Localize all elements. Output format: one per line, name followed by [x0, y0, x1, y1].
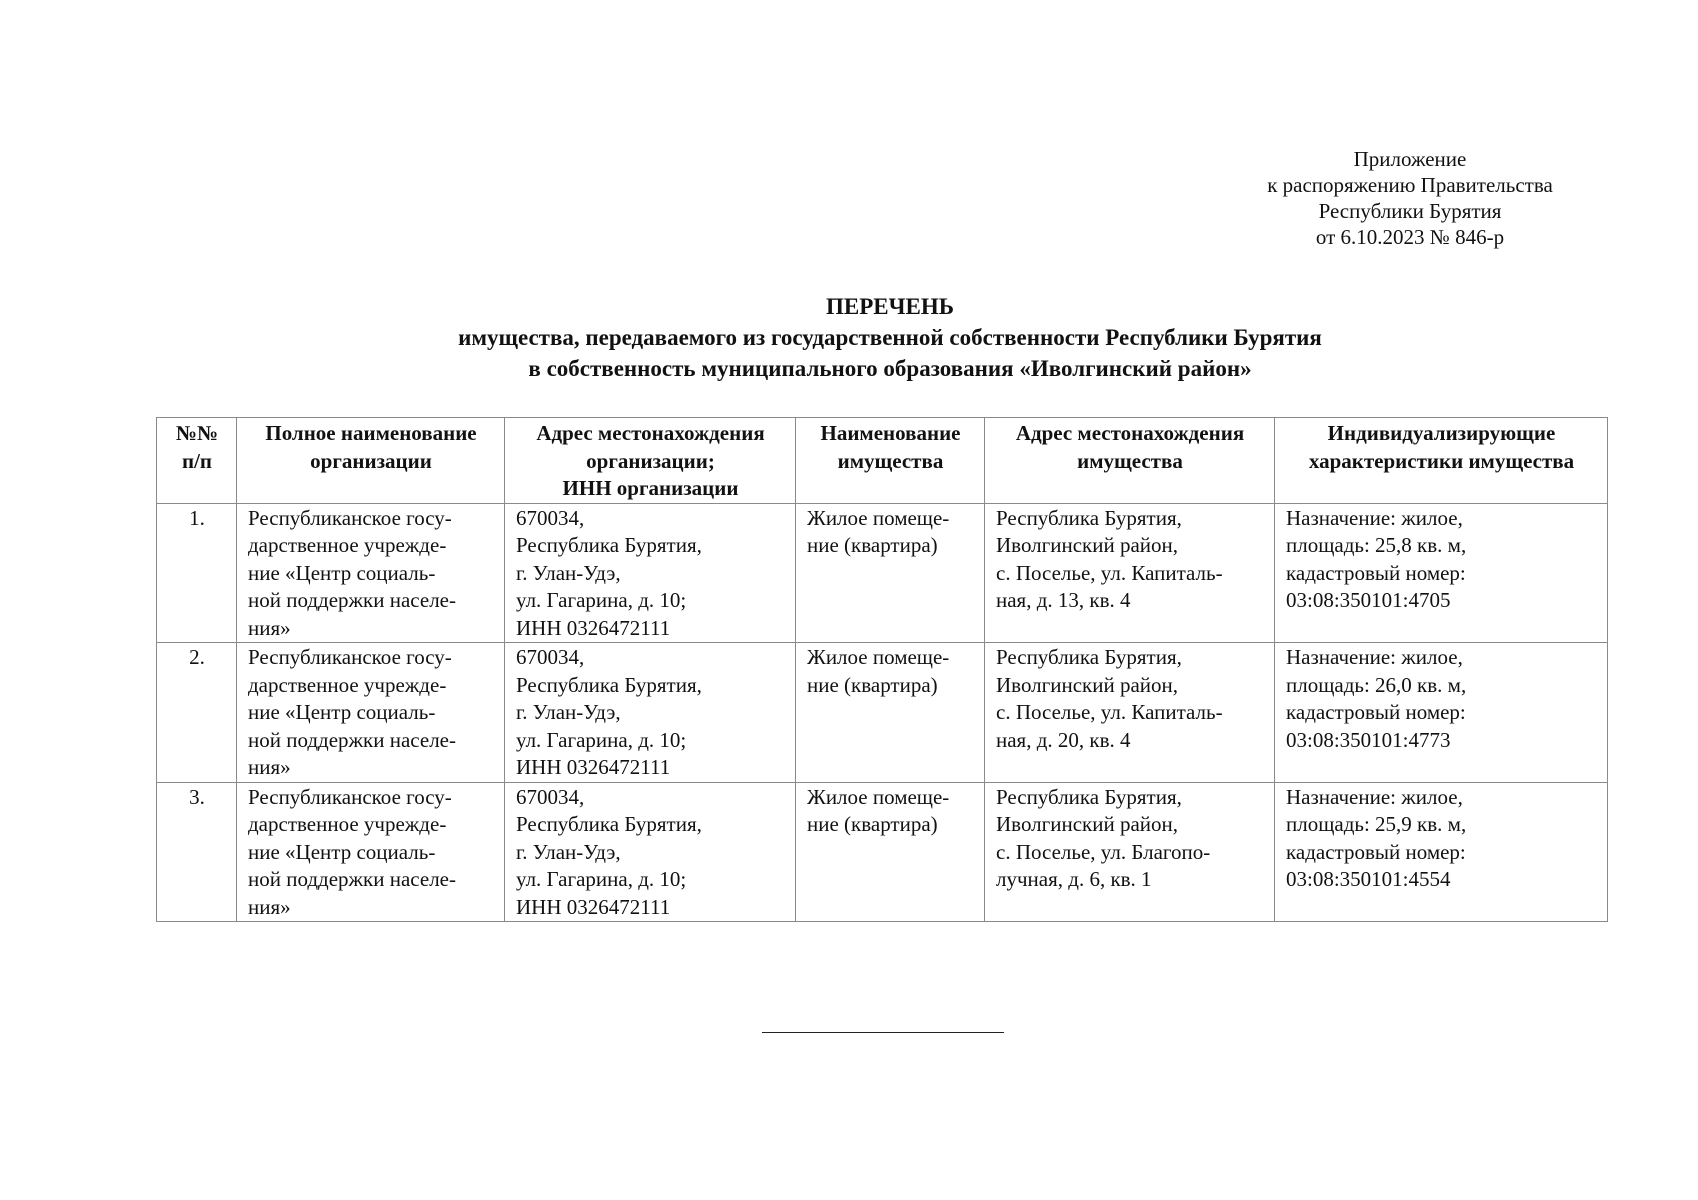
column-header-property-characteristics	[1275, 418, 1608, 504]
organization-name-text: Республиканское госу-	[248, 784, 452, 809]
organization-address-text: 670034,	[516, 505, 585, 530]
header-text: имущества	[1077, 448, 1183, 473]
organization-address-cell	[505, 782, 796, 922]
separator-line	[762, 1032, 1004, 1033]
document-subtitle: имущества, передаваемого из государственной собственности Республики Бурятия	[458, 325, 1322, 350]
property-address-text: ная, д. 20, кв. 4	[996, 727, 1131, 752]
header-text: Наименование	[820, 421, 961, 445]
organization-address-text: ул. Гагарина, д. 10;	[516, 727, 687, 752]
organization-name-text: ной поддержки населе-	[248, 867, 457, 891]
property-characteristics-cell	[1275, 782, 1608, 922]
header-text: имущества	[837, 448, 944, 473]
property-address-cell	[985, 503, 1275, 643]
property-name-text: Жилое помеще-	[807, 784, 950, 809]
property-address-text: с. Поселье, ул. Капиталь-	[996, 700, 1223, 724]
row-number-text: 3.	[189, 784, 205, 809]
organization-address-text: г. Улан-Удэ,	[516, 700, 621, 724]
organization-name-text: Республиканское госу-	[248, 645, 452, 669]
header-text: ИНН организации	[562, 476, 739, 500]
organization-address-text: Республика Бурятия,	[516, 672, 702, 697]
property-address-text: Республика Бурятия,	[996, 505, 1182, 530]
organization-address-text: ИНН 0326472111	[516, 894, 671, 919]
appendix-line: к распоряжению Правительства	[1267, 173, 1553, 197]
organization-address-text: г. Улан-Удэ,	[516, 839, 621, 864]
row-number-cell	[157, 782, 237, 922]
property-address-text: лучная, д. 6, кв. 1	[996, 867, 1152, 891]
property-characteristics-text: площадь: 25,9 кв. м,	[1286, 812, 1467, 836]
organization-address-text: ИНН 0326472111	[516, 755, 671, 779]
organization-address-text: Республика Бурятия,	[516, 533, 702, 557]
property-characteristics-cell	[1275, 643, 1608, 783]
organization-address-text: 670034,	[516, 784, 585, 809]
header-text: №№	[175, 421, 219, 445]
property-name-text: Жилое помеще-	[807, 645, 950, 669]
property-address-text: с. Поселье, ул. Капиталь-	[996, 560, 1223, 585]
property-address-text: Иволгинский район,	[996, 533, 1179, 557]
column-header-property-name	[796, 418, 985, 504]
property-characteristics-text: площадь: 25,8 кв. м,	[1286, 533, 1467, 557]
property-address-text: Республика Бурятия,	[996, 645, 1182, 669]
table-row	[157, 503, 1608, 643]
appendix-line: от 6.10.2023 № 846-р	[1315, 225, 1505, 249]
column-header-property-address	[985, 418, 1275, 504]
document-subtitle: в собственность муниципального образования «Иволгинский район»	[528, 356, 1252, 381]
header-text: характеристики имущества	[1308, 448, 1575, 473]
property-characteristics-text: кадастровый номер:	[1286, 560, 1466, 585]
property-characteristics-text: Назначение: жилое,	[1286, 784, 1463, 809]
organization-name-text: ния»	[248, 755, 291, 779]
organization-name-text: Республиканское госу-	[248, 505, 452, 530]
table-body	[157, 503, 1608, 922]
table-row	[157, 643, 1608, 783]
organization-address-text: ул. Гагарина, д. 10;	[516, 588, 687, 612]
organization-name-text: ния»	[248, 894, 291, 919]
row-number-text: 2.	[189, 645, 205, 669]
column-header-number	[157, 418, 237, 504]
property-address-text: Республика Бурятия,	[996, 784, 1182, 809]
organization-name-cell	[237, 643, 505, 783]
organization-name-text: ние «Центр социаль-	[248, 839, 436, 864]
property-characteristics-cell	[1275, 503, 1608, 643]
column-header-organization-name	[237, 418, 505, 504]
property-characteristics-text: кадастровый номер:	[1286, 700, 1466, 724]
organization-name-cell	[237, 782, 505, 922]
property-name-text: ние (квартира)	[807, 533, 938, 557]
column-header-organization-address	[505, 418, 796, 504]
organization-name-text: дарственное учрежде-	[248, 533, 447, 557]
organization-address-text: ул. Гагарина, д. 10;	[516, 867, 687, 891]
organization-name-text: ной поддержки населе-	[248, 588, 457, 612]
property-characteristics-text: Назначение: жилое,	[1286, 505, 1463, 530]
organization-name-cell	[237, 503, 505, 643]
property-address-text: Иволгинский район,	[996, 812, 1179, 836]
property-name-cell	[796, 503, 985, 643]
organization-address-text: г. Улан-Удэ,	[516, 560, 621, 585]
header-text: организации;	[586, 448, 715, 473]
header-text: п/п	[181, 448, 213, 473]
header-text: Адрес местонахождения	[1015, 421, 1245, 445]
appendix-line: Республики Бурятия	[1318, 199, 1502, 223]
property-name-text: ние (квартира)	[807, 672, 938, 697]
organization-name-text: ние «Центр социаль-	[248, 560, 436, 585]
organization-address-text: 670034,	[516, 645, 585, 669]
organization-name-text: дарственное учрежде-	[248, 812, 447, 836]
header-text: организации	[310, 448, 432, 473]
table-row	[157, 782, 1608, 922]
property-name-cell	[796, 782, 985, 922]
property-characteristics-text: площадь: 26,0 кв. м,	[1286, 672, 1467, 697]
header-text: Полное наименование	[265, 421, 477, 445]
appendix-line: Приложение	[1353, 147, 1467, 171]
organization-address-text: ИНН 0326472111	[516, 615, 671, 640]
property-table	[156, 417, 1608, 922]
table-header-row	[157, 418, 1608, 504]
property-name-text: Жилое помеще-	[807, 505, 950, 530]
property-address-text: Иволгинский район,	[996, 672, 1179, 697]
property-characteristics-text: 03:08:350101:4705	[1286, 588, 1451, 612]
property-characteristics-text: 03:08:350101:4554	[1286, 867, 1451, 891]
organization-address-cell	[505, 503, 796, 643]
property-address-text: с. Поселье, ул. Благопо-	[996, 839, 1211, 864]
document-title: ПЕРЕЧЕНЬ	[826, 294, 954, 319]
property-characteristics-text: Назначение: жилое,	[1286, 645, 1463, 669]
row-number-cell	[157, 503, 237, 643]
organization-name-text: ние «Центр социаль-	[248, 700, 436, 724]
header-text: Индивидуализирующие	[1327, 421, 1556, 445]
property-name-cell	[796, 643, 985, 783]
property-characteristics-text: кадастровый номер:	[1286, 839, 1466, 864]
header-text: Адрес местонахождения	[536, 421, 765, 445]
organization-name-text: ной поддержки населе-	[248, 727, 457, 752]
property-characteristics-text: 03:08:350101:4773	[1286, 727, 1451, 752]
organization-address-cell	[505, 643, 796, 783]
property-name-text: ние (квартира)	[807, 812, 938, 836]
row-number-text: 1.	[189, 505, 205, 530]
organization-name-text: ния»	[248, 615, 291, 640]
property-address-text: ная, д. 13, кв. 4	[996, 588, 1131, 612]
property-address-cell	[985, 643, 1275, 783]
property-address-cell	[985, 782, 1275, 922]
appendix-block	[1200, 146, 1620, 250]
organization-address-text: Республика Бурятия,	[516, 812, 702, 836]
row-number-cell	[157, 643, 237, 783]
organization-name-text: дарственное учрежде-	[248, 672, 447, 697]
document-heading	[0, 291, 1698, 384]
